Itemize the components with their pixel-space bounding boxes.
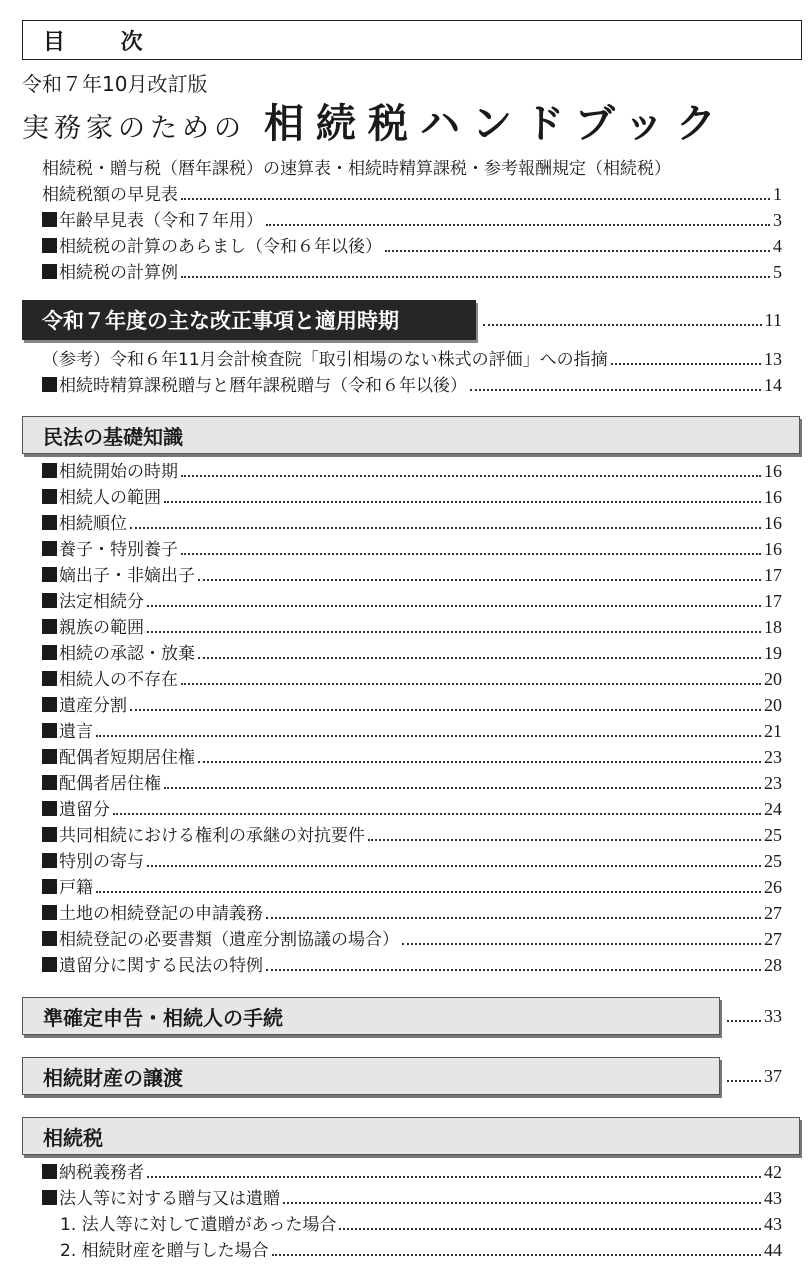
toc-entry[interactable] [42, 824, 782, 847]
toc-entry-page: 26 [764, 877, 782, 897]
toc-entry-page: 25 [764, 851, 782, 871]
square-bullet-icon [42, 593, 57, 608]
square-bullet-icon [42, 238, 57, 253]
toc-entry[interactable] [42, 261, 782, 284]
leader-dots [130, 709, 761, 711]
toc-entry-label: 相続登記の必要書類（遺産分割協議の場合） [59, 930, 399, 950]
leader-dots [385, 250, 770, 252]
square-bullet-icon [42, 463, 57, 478]
square-bullet-icon [42, 827, 57, 842]
square-bullet-icon [42, 853, 57, 868]
toc-entry[interactable] [42, 590, 782, 613]
leader-dots [181, 276, 770, 278]
square-bullet-icon [42, 515, 57, 530]
square-bullet-icon [42, 905, 57, 920]
toc-entry-page: 23 [764, 773, 782, 793]
leader-dots [266, 224, 770, 226]
toc-entry-page: 17 [764, 591, 782, 611]
toc-entry[interactable] [42, 772, 782, 795]
square-bullet-icon [42, 489, 57, 504]
section-heading-joto[interactable]: 相続財産の譲渡 [22, 1057, 720, 1095]
leader-dots [181, 683, 761, 685]
toc-entry-label: 相続開始の時期 [59, 462, 178, 482]
leader-dots [181, 553, 761, 555]
section-heading-junkakutei[interactable]: 準確定申告・相続人の手続 [22, 997, 720, 1035]
toc-entry-page: 20 [764, 669, 782, 689]
toc-entry[interactable] [42, 183, 782, 206]
toc-entry-page: 5 [773, 262, 782, 282]
leader-dots [96, 891, 761, 893]
square-bullet-icon [42, 377, 57, 392]
toc-entry-label: 相続時精算課税贈与と暦年課税贈与（令和６年以後） [59, 376, 467, 396]
toc-entry-label: 遺留分 [59, 800, 110, 820]
square-bullet-icon [42, 567, 57, 582]
toc-entry-label: 相続順位 [59, 514, 127, 534]
toc-entry-page: 16 [764, 513, 782, 533]
leader-dots [198, 761, 761, 763]
square-bullet-icon [42, 1164, 57, 1179]
toc-entry-page: 17 [764, 565, 782, 585]
intro-plain-line: 相続税・贈与税（暦年課税）の速算表・相続時精算課税・参考報酬規定（相続税） [42, 159, 671, 179]
toc-entry-page: 23 [764, 747, 782, 767]
toc-header-box [22, 20, 802, 60]
square-bullet-icon [42, 775, 57, 790]
leader-dots [147, 1176, 761, 1178]
toc-entry-label: 相続税の計算のあらまし（令和６年以後） [59, 237, 382, 257]
toc-entry-label: 配偶者居住権 [59, 774, 161, 794]
toc-entry[interactable] [42, 1161, 782, 1184]
toc-entry[interactable] [42, 1187, 782, 1210]
leader-dots [339, 1228, 761, 1230]
toc-entry-page: 43 [764, 1188, 782, 1208]
square-bullet-icon [42, 723, 57, 738]
leader-dots [402, 943, 761, 945]
toc-entry-page: 20 [764, 695, 782, 715]
square-bullet-icon [42, 697, 57, 712]
section-page-ref[interactable] [724, 1065, 782, 1087]
toc-entry-label: 遺留分に関する民法の特例 [59, 956, 263, 976]
leader-dots [181, 198, 770, 200]
square-bullet-icon [42, 541, 57, 556]
toc-entry-label: 遺言 [59, 722, 93, 742]
book-title-main: 相続税ハンドブック [264, 101, 728, 147]
toc-entry-label: 配偶者短期居住権 [59, 748, 195, 768]
leader-dots [483, 324, 762, 326]
toc-entry[interactable] [42, 348, 782, 371]
toc-entry[interactable] [42, 928, 782, 951]
square-bullet-icon [42, 957, 57, 972]
square-bullet-icon [42, 671, 57, 686]
toc-entry-label: 嫡出子・非嫡出子 [59, 566, 195, 586]
toc-entry-label: 戸籍 [59, 878, 93, 898]
toc-label: 目 次 [43, 29, 167, 55]
toc-entry-label: 遺産分割 [59, 696, 127, 716]
toc-entry-label: （参考）令和６年11月会計検査院「取引相場のない株式の評価」への指摘 [42, 350, 608, 370]
section-heading-minpo[interactable]: 民法の基礎知識 [22, 416, 800, 454]
leader-dots [147, 631, 761, 633]
section-heading-sozokuzei[interactable]: 相続税 [22, 1117, 800, 1155]
toc-entry[interactable] [42, 209, 782, 232]
leader-dots [181, 475, 761, 477]
toc-entry[interactable] [42, 642, 782, 665]
toc-entry-page: 27 [764, 929, 782, 949]
section-page-ref[interactable] [480, 309, 782, 331]
square-bullet-icon [42, 1190, 57, 1205]
toc-entry-page: 1 [773, 184, 782, 204]
toc-entry-page: 44 [764, 1240, 782, 1260]
square-bullet-icon [42, 645, 57, 660]
square-bullet-icon [42, 749, 57, 764]
toc-entry-label: 相続人の不存在 [59, 670, 178, 690]
leader-dots [164, 787, 761, 789]
edition-label: 令和７年10月改訂版 [22, 72, 208, 96]
book-title-prefix: 実務家のための [22, 113, 246, 144]
toc-entry[interactable] [42, 902, 782, 925]
toc-entry[interactable] [60, 1213, 782, 1236]
leader-dots [727, 1020, 761, 1022]
toc-entry[interactable] [42, 954, 782, 977]
toc-entry[interactable] [42, 538, 782, 561]
toc-entry-label: 年齢早見表（令和７年用） [59, 211, 263, 231]
toc-entry-page: 16 [764, 539, 782, 559]
toc-entry[interactable] [42, 460, 782, 483]
toc-entry-page: 16 [764, 487, 782, 507]
toc-entry[interactable] [42, 512, 782, 535]
toc-entry[interactable] [42, 235, 782, 258]
leader-dots [272, 1254, 761, 1256]
toc-entry[interactable] [42, 720, 782, 743]
section-page-ref[interactable] [724, 1005, 782, 1027]
book-title [22, 92, 728, 149]
toc-entry-label: 親族の範囲 [59, 618, 144, 638]
square-bullet-icon [42, 212, 57, 227]
toc-entry-page: 43 [764, 1214, 782, 1234]
leader-dots [96, 735, 761, 737]
toc-entry-page: 28 [764, 955, 782, 975]
toc-entry-page: 42 [764, 1162, 782, 1182]
leader-dots [198, 579, 761, 581]
toc-entry-page: 4 [773, 236, 782, 256]
toc-entry-label: 相続の承認・放棄 [59, 644, 195, 664]
toc-entry-page: 3 [773, 210, 782, 230]
toc-entry-label: 法人等に対する贈与又は遺贈 [59, 1189, 280, 1209]
leader-dots [470, 389, 761, 391]
toc-entry-page: 18 [764, 617, 782, 637]
square-bullet-icon [42, 801, 57, 816]
toc-entry-label: 法定相続分 [59, 592, 144, 612]
toc-entry[interactable] [42, 668, 782, 691]
toc-entry[interactable] [42, 876, 782, 899]
toc-entry-page: 21 [764, 721, 782, 741]
leader-dots [727, 1080, 761, 1082]
section-heading-kaisei[interactable]: 令和７年度の主な改正事項と適用時期 [22, 300, 476, 340]
toc-entry[interactable] [42, 616, 782, 639]
toc-entry-label: 相続税の計算例 [59, 263, 178, 283]
toc-entry[interactable] [42, 746, 782, 769]
toc-entry-label: 共同相続における権利の承継の対抗要件 [59, 826, 365, 846]
toc-entry-label: 養子・特別養子 [59, 540, 178, 560]
toc-entry-page: 14 [764, 375, 782, 395]
leader-dots [266, 917, 761, 919]
leader-dots [611, 363, 761, 365]
square-bullet-icon [42, 619, 57, 634]
square-bullet-icon [42, 931, 57, 946]
toc-entry-label: 特別の寄与 [59, 852, 144, 872]
toc-entry-label: 相続税額の早見表 [42, 185, 178, 205]
toc-entry-label: 相続人の範囲 [59, 488, 161, 508]
toc-entry-page: 24 [764, 799, 782, 819]
toc-entry-page: 25 [764, 825, 782, 845]
leader-dots [368, 839, 761, 841]
leader-dots [266, 969, 761, 971]
section-page: 11 [764, 310, 782, 330]
leader-dots [198, 657, 761, 659]
toc-entry[interactable] [42, 374, 782, 397]
toc-entry-page: 16 [764, 461, 782, 481]
toc-entry[interactable] [42, 564, 782, 587]
toc-entry-label: 1. 法人等に対して遺贈があった場合 [60, 1215, 337, 1235]
toc-entry-label: 土地の相続登記の申請義務 [59, 904, 263, 924]
leader-dots [283, 1202, 761, 1204]
leader-dots [164, 501, 761, 503]
leader-dots [147, 605, 761, 607]
leader-dots [147, 865, 761, 867]
toc-entry-label: 2. 相続財産を贈与した場合 [60, 1241, 269, 1261]
leader-dots [113, 813, 761, 815]
toc-entry[interactable] [42, 694, 782, 717]
section-page: 37 [764, 1066, 782, 1086]
toc-entry[interactable] [42, 486, 782, 509]
section-page: 33 [764, 1006, 782, 1026]
toc-entry-page: 27 [764, 903, 782, 923]
toc-entry[interactable] [60, 1239, 782, 1262]
leader-dots [130, 527, 761, 529]
toc-entry-page: 19 [764, 643, 782, 663]
toc-entry-label: 納税義務者 [59, 1163, 144, 1183]
square-bullet-icon [42, 879, 57, 894]
toc-entry-page: 13 [764, 349, 782, 369]
toc-entry[interactable] [42, 798, 782, 821]
toc-entry[interactable] [42, 850, 782, 873]
square-bullet-icon [42, 264, 57, 279]
